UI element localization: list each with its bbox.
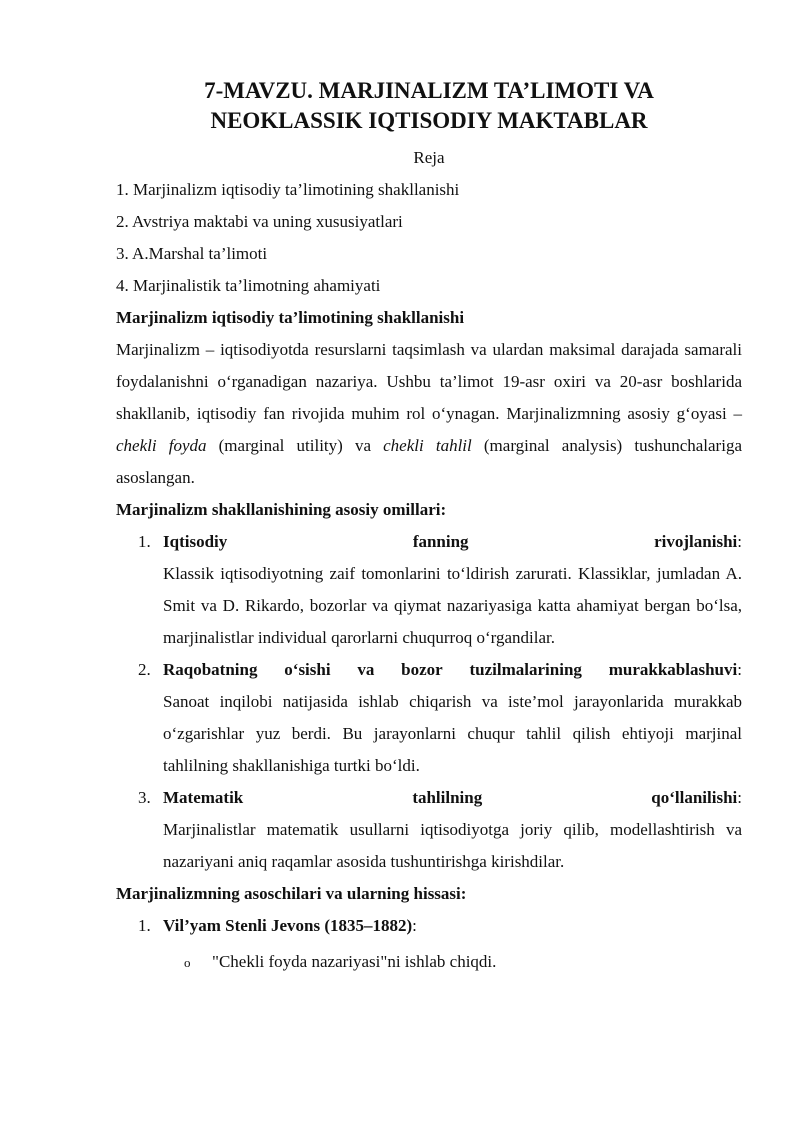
plan-item: 1. Marjinalizm iqtisodiy ta’limotining shakllanishi	[116, 180, 460, 199]
italic-term: chekli tahlil	[383, 436, 472, 455]
factor-text: Klassik iqtisodiyotning zaif tomonlarini to‘ldirish zarurati. Klassiklar, jumladan A. Smit va D. Rikardo, bozorlar va qiymat nazariyasiga katta ahamiyat bergan bo‘lsa, marjinalistlar individual qarorlarni chuqurroq o‘rgandilar.	[163, 564, 742, 647]
document-title	[116, 76, 742, 136]
heading-word: Raqobatning	[163, 660, 258, 679]
heading-word: va	[357, 660, 375, 679]
heading-word: murakkablashuvi	[608, 660, 738, 679]
plan-item: 3. A.Marshal ta’limoti	[116, 244, 268, 263]
founder-point	[116, 946, 742, 978]
factor-heading	[163, 654, 742, 686]
heading-word: tuzilmalarining	[469, 660, 582, 679]
plan-heading: Reja	[413, 148, 445, 167]
factor-text: Sanoat inqilobi natijasida ishlab chiqarish va iste’mol jarayonlarida murakkab o‘zgarishlar yuz berdi. Bu jarayonlarni chuqur tahlil qilish ehtiyoji marjinal tahlilning shakllanishiga turtki bo‘ldi.	[163, 692, 742, 775]
heading-colon: :	[737, 532, 742, 551]
heading-word: qo‘llanilishi	[651, 788, 738, 807]
title-line-2: NEOKLASSIK IQTISODIY MAKTABLAR	[210, 108, 648, 133]
section-heading: Marjinalizmning asoschilari va ularning hissasi:	[116, 884, 467, 903]
section-heading: Marjinalizm shakllanishining asosiy omillari:	[116, 500, 447, 519]
heading-word: fanning	[412, 532, 469, 551]
heading-colon: :	[737, 660, 742, 679]
heading-word: Iqtisodiy	[163, 532, 228, 551]
item-number: 3.	[138, 788, 151, 807]
plan-item: 2. Avstriya maktabi va uning xususiyatlari	[116, 212, 403, 231]
heading-word: tahlilning	[412, 788, 483, 807]
heading-word: bozor	[401, 660, 443, 679]
paragraph-text: Marjinalizm – iqtisodiyotda resurslarni taqsimlash va ulardan maksimal darajada samarali foydalanishni o‘rganadigan nazariya. Ushbu ta’limot 19-asr oxiri va 20-asr boshlarida shakllanib, iqtisodiy fan rivojida muhim rol o‘ynagan. Marjinalizmning asosiy g‘oyasi –	[116, 340, 742, 423]
italic-term: chekli foyda	[116, 436, 207, 455]
plan-list	[116, 174, 742, 302]
item-number: 1.	[138, 532, 151, 551]
item-number: 1.	[138, 916, 151, 935]
factor-heading	[163, 782, 742, 814]
heading-word: rivojlanishi	[654, 532, 738, 551]
heading-word: o‘sishi	[284, 660, 331, 679]
founder-name: Vil’yam Stenli Jevons (1835–1882)	[163, 916, 413, 935]
heading-word-last	[654, 526, 742, 558]
factor-item	[116, 782, 742, 878]
document-page	[116, 76, 742, 978]
factor-item	[116, 526, 742, 654]
heading-word-last	[609, 654, 742, 686]
factor-heading	[163, 526, 742, 558]
heading-colon: :	[412, 916, 417, 935]
factor-item	[116, 654, 742, 782]
factor-text: Marjinalistlar matematik usullarni iqtisodiyotga joriy qilib, modellashtirish va nazariyani aniq raqamlar asosida tushuntirishga kirishdilar.	[163, 820, 742, 871]
intro-paragraph	[116, 334, 742, 494]
paragraph-text: (marginal utility) va	[206, 436, 384, 455]
heading-colon: :	[737, 788, 742, 807]
item-number: 2.	[138, 660, 151, 679]
bullet-icon: o	[184, 955, 191, 970]
founder-item	[116, 910, 742, 942]
heading-word: Matematik	[163, 788, 244, 807]
section-heading: Marjinalizm iqtisodiy ta’limotining shakllanishi	[116, 308, 465, 327]
point-text: "Chekli foyda nazariyasi"ni ishlab chiqdi.	[212, 952, 497, 971]
title-line-1: 7-MAVZU. MARJINALIZM TA’LIMOTI VA	[204, 78, 654, 103]
heading-word-last	[651, 782, 742, 814]
paragraph-text: (marginal analysis) tushunchalariga asoslangan.	[116, 436, 742, 487]
plan-item: 4. Marjinalistik ta’limotning ahamiyati	[116, 276, 381, 295]
founder-heading	[163, 910, 742, 942]
